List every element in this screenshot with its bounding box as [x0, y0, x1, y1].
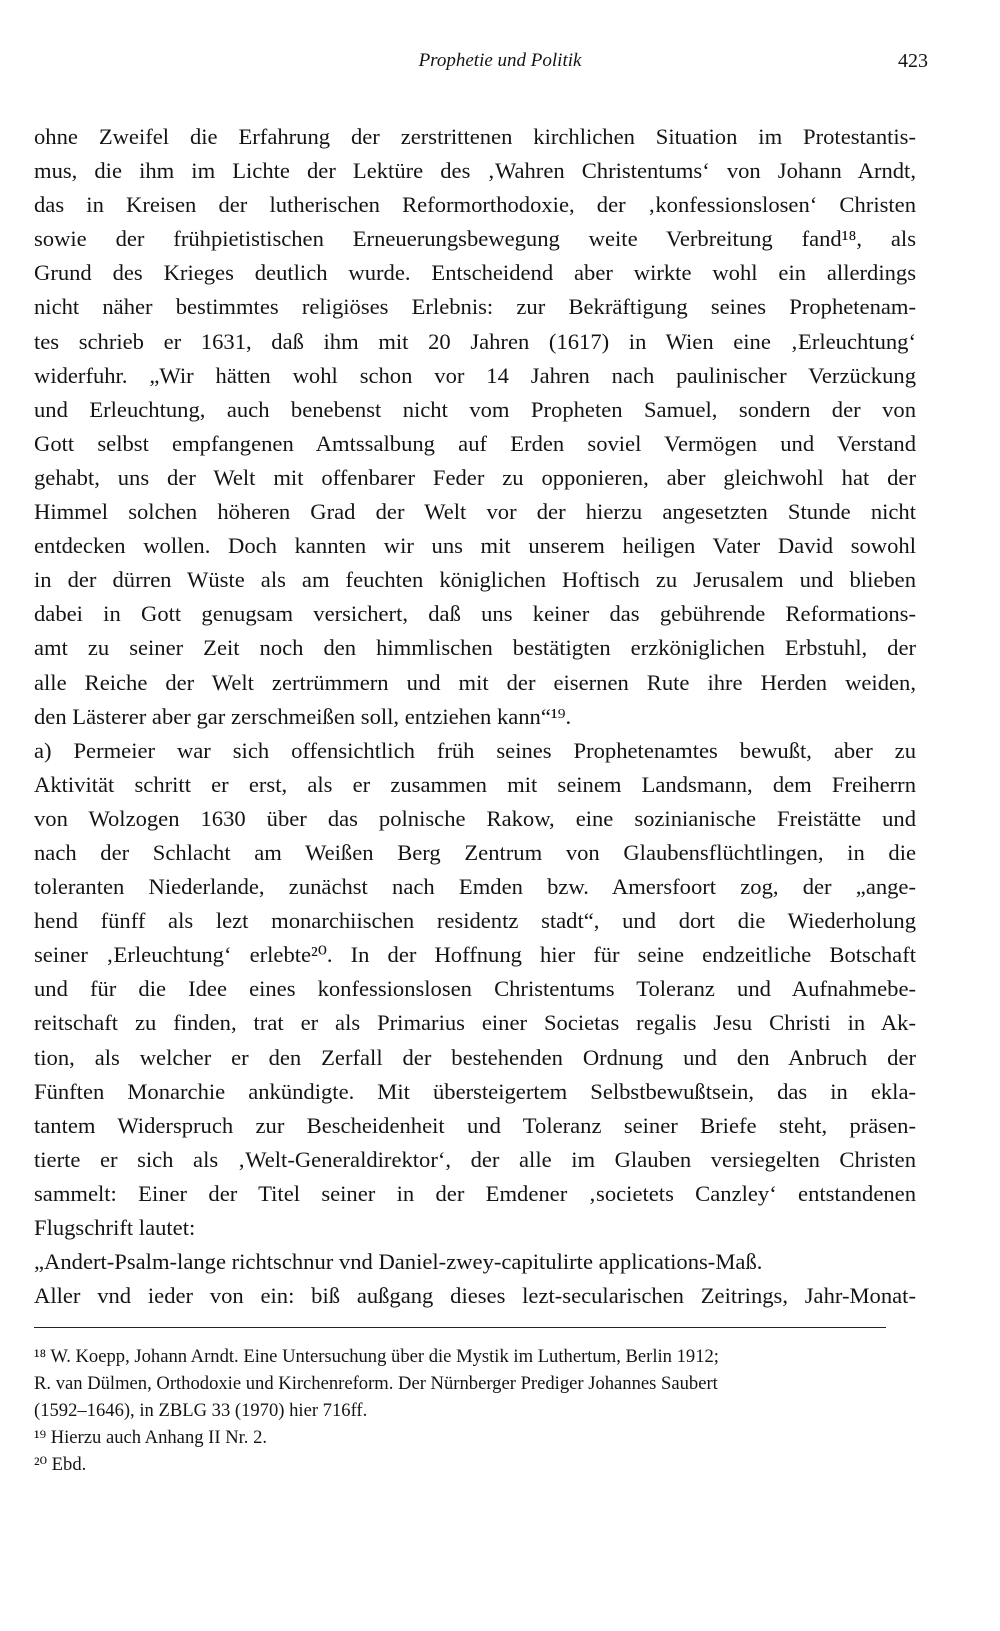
body-line: sowie der frühpietistischen Erneuerungsbewegung weite Verbreitung fand¹⁸, als: [34, 226, 916, 252]
body-line: „Andert-Psalm-lange richtschnur vnd Daniel-zwey-capitulirte applications-Maß.: [34, 1249, 763, 1275]
body-line: tantem Widerspruch zur Bescheidenheit und Toleranz seiner Briefe steht, präsen-: [34, 1112, 916, 1138]
body-line: entdecken wollen. Doch kannten wir uns mit unserem heiligen Vater David sowohl: [34, 533, 916, 559]
body-line: Grund des Krieges deutlich wurde. Entscheidend aber wirkte wohl ein allerdings: [34, 260, 916, 286]
body-line: widerfuhr. „Wir hätten wohl schon vor 14 Jahren nach paulinischer Verzückung: [34, 362, 916, 388]
body-line: sammelt: Einer der Titel seiner in der Emdener ‚societets Canzley‘ entstandenen: [34, 1180, 916, 1206]
body-line: und Erleuchtung, auch benebenst nicht vom Propheten Samuel, sondern der von: [34, 396, 916, 422]
body-line: tes schrieb er 1631, daß ihm mit 20 Jahren (1617) in Wien eine ‚Erleuchtung‘: [34, 328, 916, 354]
body-line: alle Reiche der Welt zertrümmern und mit der eisernen Rute ihre Herden weiden,: [34, 669, 916, 695]
body-line: reitschaft zu finden, trat er als Primarius einer Societas regalis Jesu Christi in Ak-: [34, 1010, 916, 1036]
body-line: in der dürren Wüste als am feuchten königlichen Hoftisch zu Jerusalem und blieben: [34, 567, 916, 593]
body-line: mus, die ihm im Lichte der Lektüre des ‚Wahren Christentums‘ von Johann Arndt,: [34, 158, 916, 184]
body-line: a) Permeier war sich offensichtlich früh seines Prophetenamtes bewußt, aber zu: [34, 737, 916, 763]
body-line: seiner ‚Erleuchtung‘ erlebte²⁰. In der Hoffnung hier für seine endzeitliche Botschaft: [34, 942, 916, 968]
body-line: amt zu seiner Zeit noch den himmlischen bestätigten erzköniglichen Erbstuhl, der: [34, 635, 916, 661]
running-title: Prophetie und Politik: [418, 50, 582, 71]
body-text: [34, 120, 916, 1313]
body-line: Himmel solchen höheren Grad der Welt vor der hierzu angesetzten Stunde nicht: [34, 499, 916, 525]
body-line: Flugschrift lautet:: [34, 1215, 196, 1240]
body-line: Aktivität schritt er erst, als er zusammen mit seinem Landsmann, dem Freiherrn: [34, 771, 916, 797]
footnote-line: ¹⁸ W. Koepp, Johann Arndt. Eine Untersuchung über die Mystik im Luthertum, Berlin 1912;: [34, 1346, 719, 1367]
footnote-separator: [34, 1327, 886, 1328]
body-line: Aller vnd ieder von ein: biß außgang dieses lezt-secularischen Zeitrings, Jahr-Monat-: [34, 1283, 916, 1309]
body-line: den Lästerer aber gar zerschmeißen soll, entziehen kann“¹⁹.: [34, 703, 572, 729]
footnote-line: ¹⁹ Hierzu auch Anhang II Nr. 2.: [34, 1427, 268, 1448]
body-line: und für die Idee eines konfessionslosen Christentums Toleranz und Aufnahmebe-: [34, 976, 916, 1002]
body-line: ohne Zweifel die Erfahrung der zerstrittenen kirchlichen Situation im Protestantis-: [34, 124, 916, 149]
body-line: nicht näher bestimmtes religiöses Erlebnis: zur Bekräftigung seines Prophetenam-: [34, 294, 916, 320]
body-line: toleranten Niederlande, zunächst nach Emden bzw. Amersfoort zog, der „ange-: [34, 874, 916, 900]
footnotes: [34, 1343, 894, 1478]
body-line: dabei in Gott genugsam versichert, daß uns keiner das gebührende Reformations-: [34, 601, 916, 627]
body-line: hend fünff als lezt monarchiischen residentz stadt“, und dort die Wiederholung: [34, 908, 916, 934]
footnote-line: ²⁰ Ebd.: [34, 1454, 87, 1475]
body-line: gehabt, uns der Welt mit offenbarer Feder zu opponieren, aber gleichwohl hat der: [34, 464, 916, 490]
body-line: tion, als welcher er den Zerfall der bestehenden Ordnung und den Anbruch der: [34, 1044, 916, 1070]
footnote-line: R. van Dülmen, Orthodoxie und Kirchenreform. Der Nürnberger Prediger Johannes Saubert: [34, 1373, 718, 1394]
body-line: Gott selbst empfangenen Amtssalbung auf Erden soviel Vermögen und Verstand: [34, 430, 916, 456]
body-line: tierte er sich als ‚Welt-Generaldirektor‘, der alle im Glauben versiegelten Christen: [34, 1146, 916, 1172]
body-line: von Wolzogen 1630 über das polnische Rakow, eine sozinianische Freistätte und: [34, 805, 916, 831]
body-line: das in Kreisen der lutherischen Reformorthodoxie, der ‚konfessionslosen‘ Christen: [34, 192, 916, 218]
body-line: nach der Schlacht am Weißen Berg Zentrum von Glaubensflüchtlingen, in die: [34, 839, 916, 865]
running-head: [0, 50, 1000, 80]
page-number: 423: [898, 50, 928, 72]
body-line: Fünften Monarchie ankündigte. Mit übersteigertem Selbstbewußtsein, das in ekla-: [34, 1078, 916, 1104]
footnote-line: (1592–1646), in ZBLG 33 (1970) hier 716ff.: [34, 1400, 368, 1421]
